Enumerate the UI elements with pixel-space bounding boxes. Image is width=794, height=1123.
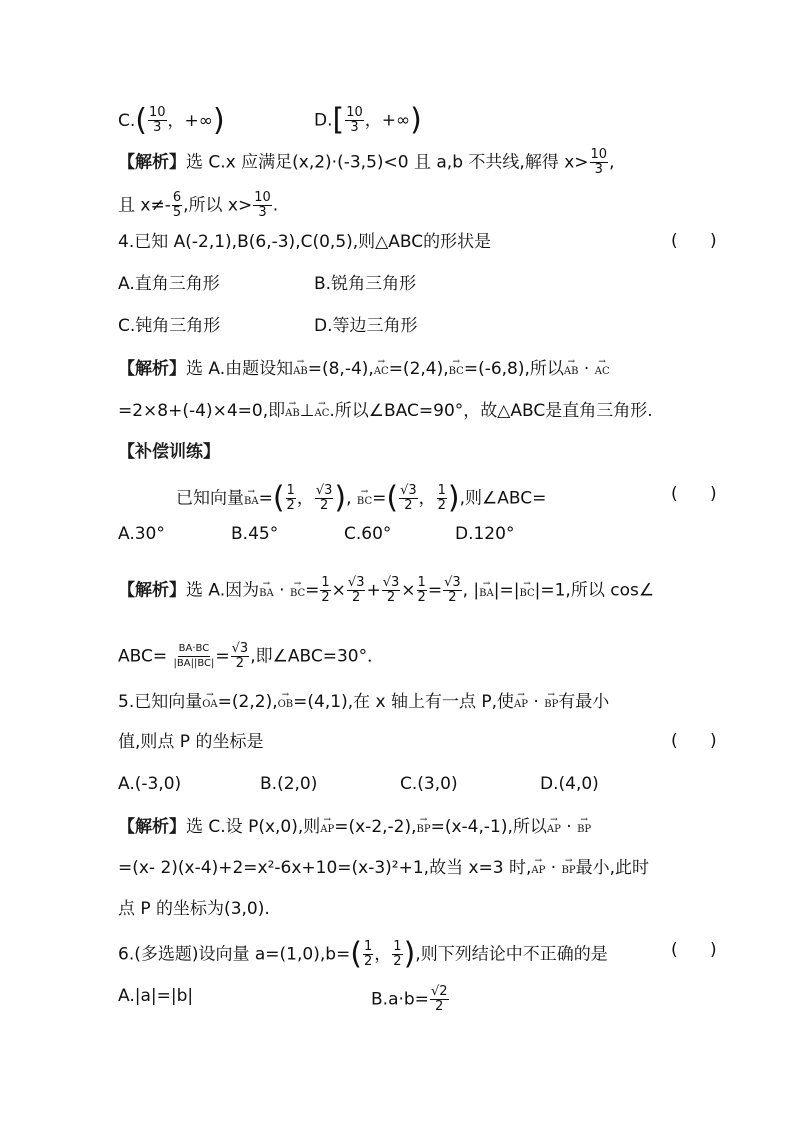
answer-blank: ( ) — [671, 231, 717, 251]
q5-solution-line-2: =(x- 2)(x-4)+2=x²-6x+10=(x-3)²+1,故当 x=3 时,→ AP · → BP最小,此时 — [118, 856, 649, 882]
fraction: $\frac{10}{3}$ — [590, 147, 608, 177]
vector-bp: → BP — [417, 815, 431, 841]
vector-bc: → BC — [449, 357, 464, 383]
fraction: $\frac{√3}{2}$ — [400, 483, 417, 513]
q5-stem-line-1: 5.已知向量→ OA=(2,2),→ OB=(4,1),在 x 轴上有一点 P,使→ AP · → BP有最小 — [118, 690, 609, 716]
q3-solution-line-1: 【解析】选 C.x 应满足(x,2)·(-3,5)<0 且 a,b 不共线,解得 x> $\frac{10}{3}$ , — [118, 147, 615, 177]
vector-ap: → AP — [547, 815, 561, 841]
vector-ab: → AB — [564, 357, 579, 383]
q6-option-a: A.|a|=|b| — [118, 986, 194, 1006]
fraction: $\frac{1}{2}$ — [321, 575, 330, 605]
q6-options — [118, 984, 448, 1014]
vector-bc: → BC — [290, 579, 305, 605]
vector-ob: → OB — [278, 690, 294, 716]
fraction: $\frac{√3}{2}$ — [382, 575, 400, 605]
vector-ac: → AC — [374, 357, 389, 383]
q4-options-row-1 — [118, 273, 417, 295]
vector-ap: → AP — [514, 690, 528, 716]
q5-option-a: A.(-3,0) — [118, 774, 182, 794]
answer-blank: ( ) — [671, 940, 717, 960]
q4-solution-line-2: =2×8+(-4)×4=0,即→ AB⊥→ AC.所以∠BAC=90°，故△ABC是直角三角形. — [118, 399, 653, 425]
vector-ac: → AC — [595, 357, 610, 383]
fraction: $\frac{1}{2}$ — [364, 939, 373, 969]
compensatory-training-tag: 【补偿训练】 — [118, 442, 220, 462]
fraction: $\frac{1}{2}$ — [417, 575, 426, 605]
fraction: $\frac{√3}{2}$ — [444, 575, 461, 605]
vector-ab: → AB — [285, 399, 300, 425]
fraction: $\frac{1}{2}$ — [393, 939, 402, 969]
vector-bc: → BC — [519, 579, 534, 605]
q4-solution-line-1: 【解析】选 A.由题设知→ AB=(8,-4),→ AC=(2,4),→ BC=(-6,8),所以→ AB · → AC — [118, 357, 610, 383]
vector-ap: → AP — [320, 815, 334, 841]
fraction: $\frac{√3}{2}$ — [231, 641, 249, 671]
q6-option-b: B.a·b= $\frac{√2}{2}$ — [371, 984, 448, 1014]
bc-option-c: C.60° — [344, 524, 392, 544]
fraction: $\frac{√3}{2}$ — [347, 575, 365, 605]
fraction: $\frac{√2}{2}$ — [430, 984, 448, 1014]
vector-bp: → BP — [577, 815, 591, 841]
bc-option-b: B.45° — [231, 524, 279, 544]
q5-option-c: C.(3,0) — [400, 774, 458, 794]
vector-ba: → BA — [479, 579, 494, 605]
q3-options — [118, 102, 422, 138]
q4-option-d: D.等边三角形 — [314, 316, 418, 336]
q5-option-d: D.(4,0) — [540, 774, 599, 794]
fraction: $\frac{√3}{2}$ — [315, 483, 333, 513]
fraction: $\frac{1}{2}$ — [437, 483, 446, 513]
q4-option-b: B.锐角三角形 — [314, 274, 417, 294]
q5-solution-line-1: 【解析】选 C.设 P(x,0),则→ AP=(x-2,-2),→ BP=(x-4,-1),所以→ AP · → BP — [118, 815, 591, 841]
bc-options — [118, 523, 515, 545]
solution-tag: 【解析】 — [118, 580, 186, 601]
q5-option-b: B.(2,0) — [260, 774, 318, 794]
answer-blank: ( ) — [671, 731, 717, 751]
answer-blank: ( ) — [671, 484, 717, 504]
vector-bp: → BP — [562, 856, 576, 882]
fraction: $\frac{10}{3}$ — [346, 105, 363, 135]
vector-ab: → AB — [293, 357, 308, 383]
solution-tag: 【解析】 — [118, 817, 186, 837]
fraction: $\frac{BA\cdot BC}{|BA||BC|}$ — [173, 643, 215, 669]
bc-solution-line-1: 【解析】选 A.因为→ BA · → BC= $\frac{1}{2}$ × $\frac{√3}{2}$ + $\frac{√3}{2}$ × $\frac{1}{2}$ = $\frac{√3}{2}$ , |→ BA|=|→ BC|=1,所以 cos∠ — [118, 576, 654, 605]
vector-ba: → BA — [259, 579, 274, 605]
solution-tag: 【解析】 — [118, 359, 186, 379]
q6-stem: 6.(多选题)设向量 a=(1,0),b=( $\frac{1}{2}$ ， $\frac{1}{2}$ ),则下列结论中不正确的是 — [118, 936, 608, 972]
q4-options-row-2 — [118, 315, 418, 337]
q5-stem-line-2: 值,则点 P 的坐标是 — [118, 732, 264, 752]
vector-oa: → OA — [202, 690, 217, 716]
bc-stem: 已知向量→ BA=( $\frac{1}{2}$ ， $\frac{√3}{2}$ ), → BC=( $\frac{√3}{2}$ ， $\frac{1}{2}$ ),则∠ABC= — [176, 484, 546, 513]
vector-bp: → BP — [544, 690, 558, 716]
q4-option-a: A.直角三角形 — [118, 274, 220, 294]
bc-solution-line-2: ABC= $\frac{BA\cdot BC}{|BA||BC|}$ = $\frac{√3}{2}$ ,即∠ABC=30°． — [118, 641, 385, 671]
q4-stem: 4.已知 A(-2,1),B(6,-3),C(0,5),则△ABC的形状是 — [118, 232, 492, 252]
vector-ac: → AC — [315, 399, 330, 425]
bc-option-a: A.30° — [118, 524, 165, 544]
vector-ap: → AP — [531, 856, 545, 882]
q3-solution-line-2: 且 x≠- $\frac{6}{5}$ ,所以 x> $\frac{10}{3}$ . — [118, 190, 279, 220]
q3-option-c: C.( $\frac{10}{3}$ ，+∞) — [118, 102, 225, 138]
q5-options — [118, 773, 599, 795]
bc-option-d: D.120° — [455, 524, 515, 544]
vector-bc: → BC — [357, 487, 372, 513]
fraction: $\frac{10}{3}$ — [254, 190, 271, 220]
q4-option-c: C.钝角三角形 — [118, 316, 221, 336]
vector-ba: → BA — [244, 487, 259, 513]
fraction: $\frac{10}{3}$ — [149, 105, 166, 135]
fraction: $\frac{6}{5}$ — [172, 190, 182, 220]
q3-option-d: D.[ $\frac{10}{3}$ ，+∞) — [314, 102, 422, 138]
fraction: $\frac{1}{2}$ — [286, 483, 295, 513]
q5-solution-line-3: 点 P 的坐标为(3,0). — [118, 899, 270, 919]
solution-tag: 【解析】 — [118, 152, 186, 173]
